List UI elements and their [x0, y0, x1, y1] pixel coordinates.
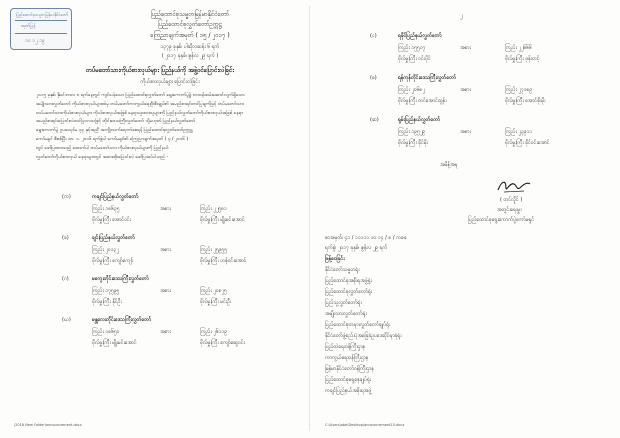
row-name-to: ဗိုလ်မှူးကြီး အောင်စိုးမိုး — [505, 98, 546, 104]
section-letter: (စ) — [370, 75, 377, 81]
row-name-to: ဗိုလ်မှူးကြီး ကျော်ဆွေဝင်း — [200, 340, 245, 346]
list-item: ပြည်ထဲရေးဝန်ကြီးဌာန — [325, 344, 366, 350]
row-instead: အစား — [460, 45, 471, 51]
body-line: တပ်မတော်သားကိုယ်စားလှယ်များ ကိုယ်စားလှယ်အဖြစ် နေရာယူထားသူများကို ပြည်နယ်လွှတ်တော်ကိုယ်စားလှယ်အဖြစ် နေရာ — [36, 110, 244, 116]
row-instead: အစား — [160, 206, 171, 212]
header-line5: ( ၂၀၁၇ ခုနှစ်၊ ဇွန်လ ၂၉ ရက် ) — [161, 53, 219, 59]
row-name-to: ဗိုလ်မှူးကြီး မင်းဦး — [200, 299, 232, 305]
body-line: အမည်စာရင်းပြောင်းလဲတင်ပြလာသဖြင့် တိုင်းဒေသကြီးလွှတ်တော် သို့မဟုတ် ပြည်နယ်လွှတ်တော် — [36, 119, 196, 125]
header-line2: ပြည်ထောင်စုလွှတ်တော်ဥက္ကဋ္ဌ — [158, 21, 222, 28]
list-item: မြန်မာနိုင်ငံတော်ဝန်ကြီးဌာန — [325, 366, 374, 372]
by-order-text: အမိန့်အရ — [440, 162, 458, 168]
body-line: အမျိုးသားလွှတ်တော် ကိုယ်စားလှယ်များထဲမှ တပ်မတော်ကာကွယ်ရေးဦးစီးချုပ်၏ အမည်စာရင်းတင်ပြချက်ဖြင့် တပ်မတော်သား — [36, 101, 244, 107]
row-instead: အစား — [160, 288, 171, 294]
footer-file-path-left: \2018 New Folder\announcement.docx — [14, 423, 82, 427]
body-line: ရွေးကောက်ပွဲ ဥပဒေပုဒ်မ ၃၃ နှင့်အညီ အကျိုးသက်ရောက်စေရန် ပြည်ထောင်စုလွှတ်တော်ဥက္ကဋ္ဌ — [36, 128, 193, 134]
row-id-from: ကြည်း ၁၇၅၉၅ — [92, 288, 120, 294]
section-region: ရန်ကုန်တိုင်းဒေသကြီးလွှတ်တော် — [398, 75, 457, 81]
row-id-from: ကြည်း ၂၀၆၈၂ — [398, 87, 425, 93]
header-line3: ကြေညာချက်အမှတ် ( ၁၅ / ၂၀၁၇ ) — [150, 32, 230, 39]
footer-file-path-right: C:\Users\abe\Desktop\announcement15.docx — [325, 423, 405, 427]
seal-date: ၁၀ ၁၂ ၁၉ — [25, 38, 45, 44]
row-instead: အစား — [160, 329, 171, 335]
header-line4: ၁၃၇၉ ခုနှစ်၊ ပါဆိုလဆန်း ၆ ရက် — [160, 44, 220, 50]
body-paragraph — [36, 92, 298, 162]
section-letter: (င) — [370, 33, 377, 39]
list-item: ကာကွယ်ရေးဝန်ကြီးဌာန — [325, 355, 369, 361]
row-id-from: ကြည်း ၁၅၅၁၇ — [398, 45, 426, 51]
list-item: အမျိုးသားလွှတ်တော်ရုံး — [325, 311, 367, 317]
row-name-from: ဗိုလ်မှူးကြီး တင်အောင်ထွန်း — [398, 98, 447, 104]
row-name-from: ဗိုလ်မှူးကြီး အောင်ဝင်း — [92, 217, 132, 223]
row-id-from: ကြည်း ၁၈၆၅၀ — [92, 329, 120, 335]
row-name-to: ဗိုလ်မှူးကြီး ခိုင်ဝင်းအောင် — [505, 140, 550, 146]
section-letter: (ဂ) — [62, 276, 69, 282]
row-id-from: ကြည်း ၁၉၅၂၉ — [398, 129, 426, 135]
row-id-to: ကြည်း ၂၂၅၈၁ — [200, 206, 227, 212]
official-seal-stamp — [10, 8, 72, 50]
section-letter: (ဃ) — [62, 317, 71, 323]
section-region: ရှမ်းပြည်နယ်လွှတ်တော် — [398, 117, 441, 123]
row-name-to: ဗိုလ်မှူးကြီး မျိုးမင်းအောင် — [200, 217, 245, 223]
section-letter: (က) — [62, 194, 71, 200]
signer-title-2: ပြည်ထောင်စုရွေးကောက်ပွဲကော်မရှင် — [468, 217, 535, 223]
body-line: ကော်မရှင် စီစစ်ပြီး ၁၈. ၁. ၂၀၁၆ ရက်စွဲပါ ကော်မရှင်၏ ကြေညာချက်အမှတ် ( ၃ / ၂၀၁၆ ) — [36, 136, 189, 142]
row-name-to: ဗိုလ်မှူးကြီး ဖုန်းတင့် — [505, 56, 540, 62]
distribution-heading: ဖြန့်ဝေခြင်း — [325, 256, 345, 262]
row-name-from: ဗိုလ်မှူးကြီး ခိုင်မိုး — [398, 140, 428, 146]
header-line1: ပြည်ထောင်စုသမ္မတမြန်မာနိုင်ငံတော် — [150, 11, 230, 18]
list-item: ပြည်ထောင်စုအစိုးရအဖွဲ့ရုံး — [325, 278, 372, 284]
page-number-mark: ၂ — [460, 13, 463, 19]
row-name-to: ဗိုလ်မှူးကြီး ဟန်ဝင်းအောင် — [200, 258, 247, 264]
row-id-to: ကြည်း ၂၆၁၁၉ — [200, 329, 228, 335]
row-name-from: ဗိုလ်မှူးကြီး နိုင်ဦး — [92, 299, 122, 305]
row-name-from: ဗိုလ်မှူးကြီး ကျော်ကျော် — [92, 258, 134, 264]
list-item: ပြည်ထောင်စုလွှတ်တော်ရုံး — [325, 289, 373, 295]
reference-date: ရက်စွဲ၊ ၂၀၁၇ ခုနှစ်၊ ဇွန်လ ၂၉ ရက် — [325, 245, 388, 251]
section-region: မကွေးတိုင်းဒေသကြီးလွှတ်တော် — [92, 276, 149, 282]
page-divider — [309, 6, 310, 431]
seal-label: ထုတ်ပြန် — [21, 24, 36, 29]
row-instead: အစား — [460, 87, 471, 93]
row-id-to: ကြည်း ၂၅၉၅၅ — [200, 247, 228, 253]
body-line: ၂၀၁၅ ခုနှစ်၊ နိုဝင်ဘာလ ၈ ရက်နေ့တွင် ကျင်းပခဲ့သော ပြည်ထောင်စုလွှတ်တော် ရွေးကောက်ပွဲ၌ တာဝန်ထမ်းဆောင်လျက်ရှိသော — [36, 93, 245, 98]
signer-title-1: အတွင်းရေးမှူး — [497, 207, 522, 213]
reference-number: စာအမှတ်၊ ၄၁ / ၁၁၁၁၁ ၁၀ ၁၄ / ၈ / ကစခ — [325, 235, 407, 241]
row-instead: အစား — [460, 129, 471, 135]
row-id-to: ကြည်း ၂၀၈၂၅ — [200, 288, 227, 294]
signer-name: ( တင်လှိုင် ) — [500, 197, 523, 203]
row-id-from: ကြည်း ၂၀၁၃၂ — [92, 247, 119, 253]
row-id-to: ကြည်း ၂၇၁၈၉ — [505, 87, 533, 93]
row-name-from: ဗိုလ်မှူးကြီး မျိုးမင်းအောင် — [92, 340, 137, 346]
list-item: ကချင်ပြည်နယ်အစိုးရအဖွဲ့ — [325, 388, 372, 394]
document-subtitle: ကိုယ်စားလှယ်များ ပြောင်းလဲခြင်း — [140, 79, 200, 85]
list-item: ပြည်ထောင်စုတရားလွှတ်တော်ချုပ်ရုံး — [325, 322, 391, 328]
body-line: လွှတ်တော်ကိုယ်စားလှယ် နေရာများတွင် အစားထိုးပြောင်းလဲ ဖော်ပြအပ်ပါသည် - — [36, 154, 169, 160]
section-region: ကချင်ပြည်နယ်လွှတ်တော် — [92, 194, 139, 200]
handwritten-signature — [496, 176, 532, 196]
row-id-to: ကြည်း ၂၃၉၁၁ — [505, 129, 533, 135]
row-name-from: ဗိုလ်မှူးကြီး ဝင်းပိုင် — [398, 56, 431, 62]
section-letter: (ဆ) — [370, 117, 379, 123]
row-id-to: ကြည်း ၂၂၆၆၆ — [505, 45, 532, 51]
list-item: နိုင်ငံတော်ဖွဲ့စည်းပုံအခြေခံဥပဒေဆိုင်ရာခုံရုံး — [325, 333, 402, 339]
section-letter: (ခ) — [62, 235, 69, 241]
list-item: ပြည်ထောင်စုရှေ့နေချုပ်ရုံး — [325, 377, 372, 383]
section-region: မန္တလေးတိုင်းဒေသကြီးလွှတ်တော် — [92, 317, 152, 323]
list-item: နိုင်ငံတော်သမ္မတရုံး — [325, 267, 360, 273]
row-id-from: ကြည်း ၁၈၆၃၅ — [92, 206, 120, 212]
body-line: တွင် ဖော်ပြထားသည့် အောက်ပါ တပ်မတော်သား ကိုယ်စားလှယ်များကို ပြည်နယ် — [36, 145, 169, 151]
document-title: တပ်မတော်သားကိုယ်စားလှယ်များ ပြည်နယ်ကို အဖွဲ့ဝင်ပြောင်းလဲခြင်း — [86, 67, 234, 74]
section-region: ချင်းပြည်နယ်လွှတ်တော် — [92, 235, 135, 241]
section-region: ရခိုင်ပြည်နယ်လွှတ်တော် — [398, 33, 442, 39]
seal-line1: ပြည်ထောင်စုသမ္မတမြန်မာနိုင်ငံတော် — [16, 12, 69, 17]
row-instead: အစား — [160, 247, 171, 253]
list-item: ပြည်သူ့လွှတ်တော်ရုံး — [325, 300, 362, 306]
